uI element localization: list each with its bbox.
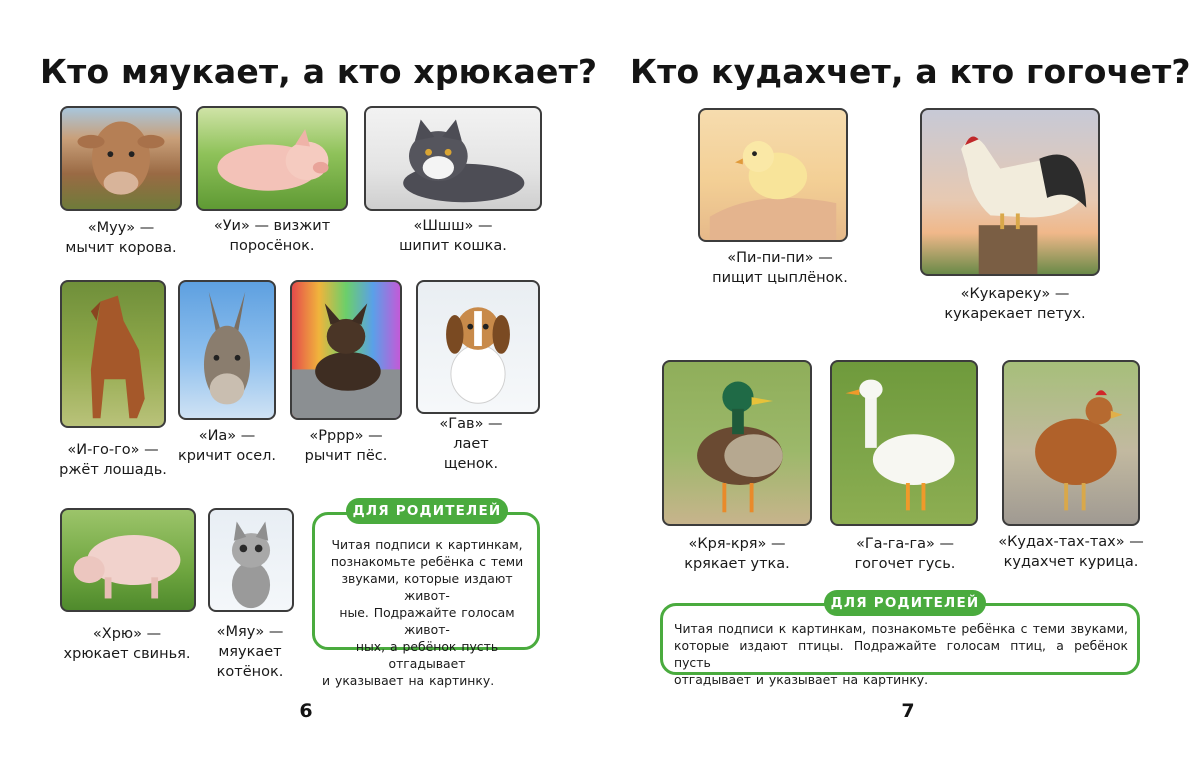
parents-text-right: Читая подписи к картинкам, познакомьте ребёнка с теми звуками, которые издают птицы. Подражайте голосам птиц, а ребёнок пусть отгадывает и указывает на картинку.	[674, 621, 1128, 687]
parents-badge-left: ДЛЯ РОДИТЕЛЕЙ	[346, 498, 508, 524]
pig-photo	[60, 508, 196, 612]
parents-text-left: Читая подписи к картинкам, познакомьте ребёнка с теми звуками, которые издают живот- ные. Подражайте голосам живот- ных, а ребёнок пусть отгадывает и указывает на картинку.	[322, 537, 524, 688]
horse-caption: «И-го-го» — ржёт лошадь.	[59, 442, 167, 478]
cat-photo	[364, 106, 542, 211]
duck-caption: «Кря-кря» — крякает утка.	[684, 536, 790, 572]
puppy-photo	[416, 280, 540, 414]
piglet-photo	[196, 106, 348, 211]
hen-caption: «Кудах-тах-тах» — кудахчет курица.	[998, 534, 1144, 570]
page-title-left: Кто мяукает, а кто хрюкает?	[40, 52, 598, 91]
cow-photo	[60, 106, 182, 211]
kitten-photo	[208, 508, 294, 612]
pig-caption: «Хрю» — хрюкает свинья.	[63, 626, 191, 662]
donkey-photo	[178, 280, 276, 420]
parents-badge-right: ДЛЯ РОДИТЕЛЕЙ	[824, 590, 986, 616]
kitten-caption: «Мяу» — мяукает котёнок.	[216, 624, 284, 680]
rooster-photo	[920, 108, 1100, 276]
cow-caption: «Муу» — мычит корова.	[65, 220, 177, 256]
chick-photo	[698, 108, 848, 242]
puppy-caption: «Гав» — лает щенок.	[439, 416, 503, 472]
cat-caption: «Шшш» — шипит кошка.	[399, 218, 507, 254]
page-number-left: 6	[299, 700, 313, 722]
dog-photo	[290, 280, 402, 420]
page-title-right: Кто кудахчет, а кто гогочет?	[630, 52, 1191, 91]
rooster-caption: «Кукареку» — кукарекает петух.	[944, 286, 1086, 322]
page-number-right: 7	[901, 700, 915, 722]
goose-photo	[830, 360, 978, 526]
horse-photo	[60, 280, 166, 428]
piglet-caption: «Уи» — визжит поросёнок.	[213, 218, 331, 254]
donkey-caption: «Иа» — кричит осел.	[177, 428, 277, 464]
goose-caption: «Га-га-га» — гогочет гусь.	[854, 536, 956, 572]
dog-caption: «Рррр» — рычит пёс.	[304, 428, 388, 464]
chick-caption: «Пи-пи-пи» — пищит цыплёнок.	[712, 250, 848, 286]
duck-photo	[662, 360, 812, 526]
hen-photo	[1002, 360, 1140, 526]
